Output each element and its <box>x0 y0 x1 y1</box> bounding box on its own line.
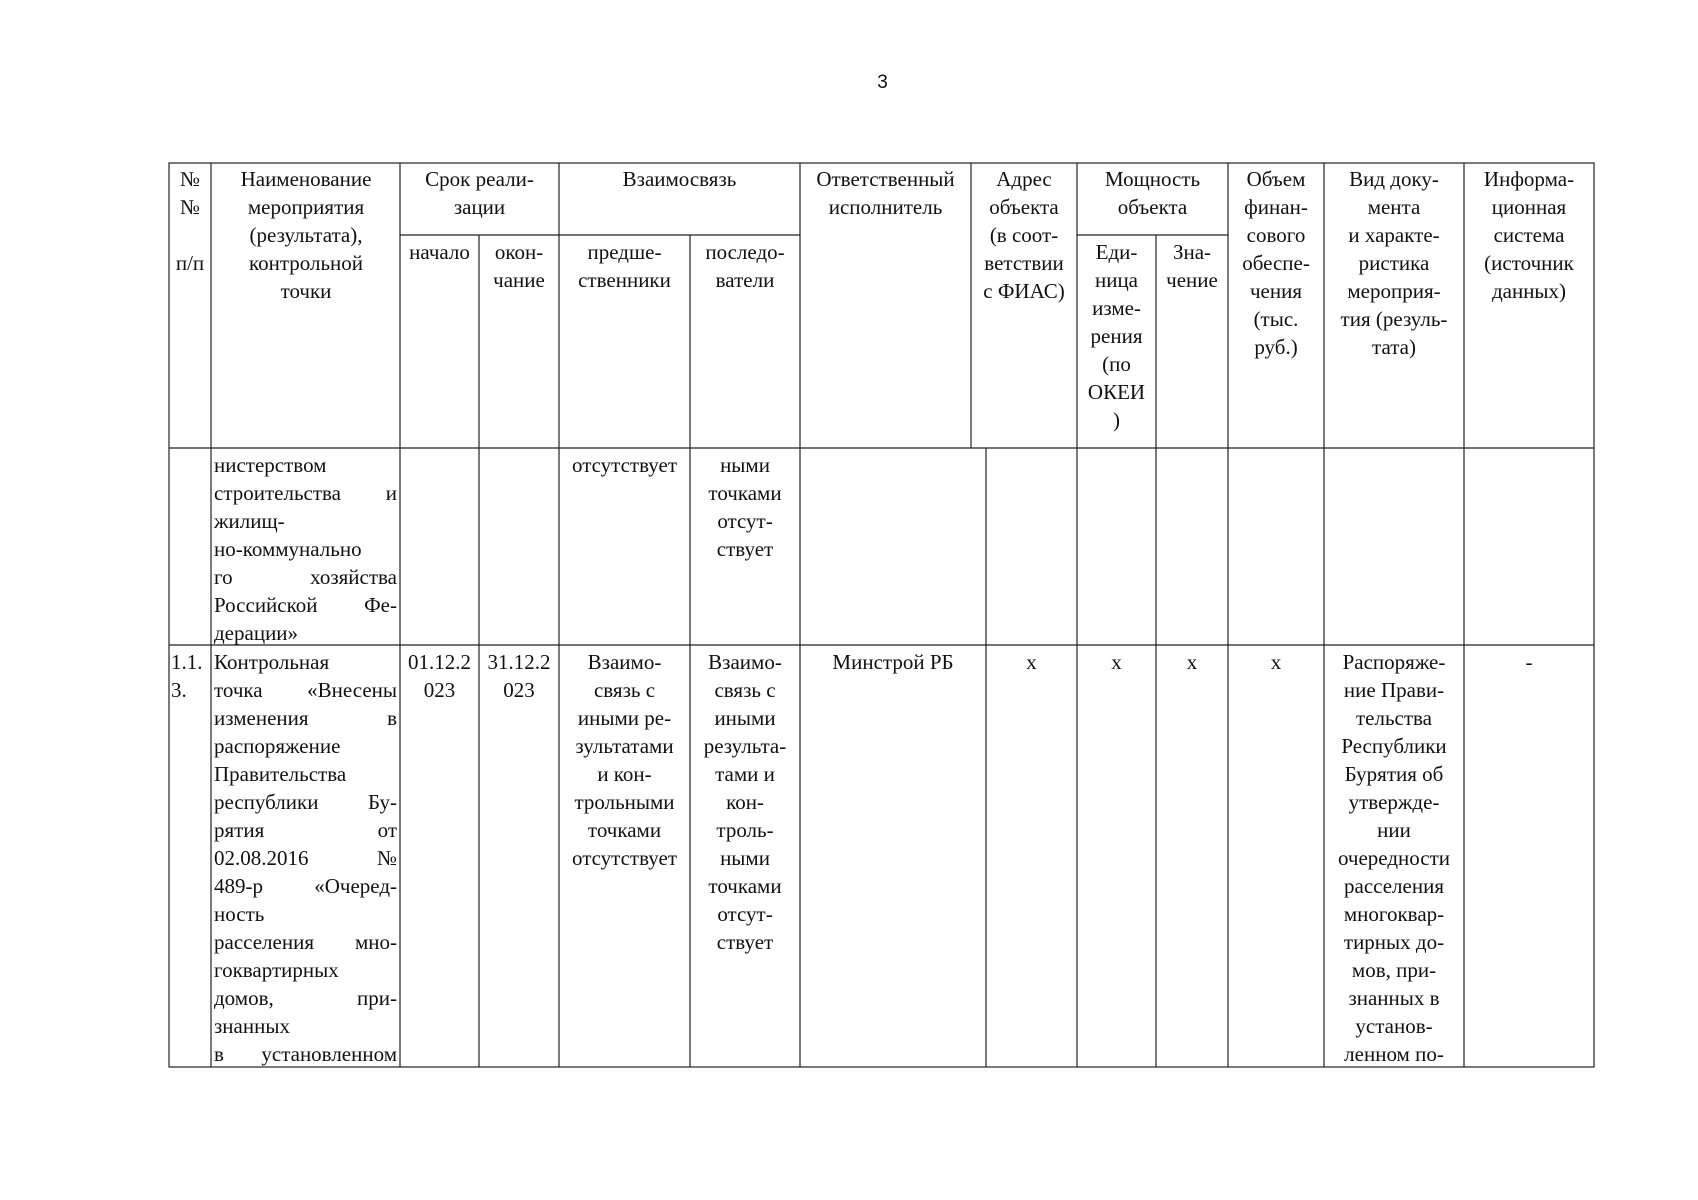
page-number: 3 <box>877 72 888 93</box>
row2-finance: х <box>1270 650 1282 674</box>
header-link: Взаимосвязь <box>622 167 737 191</box>
header-responsible: Ответственный исполнитель <box>816 167 955 219</box>
header-finance: Объем финан- сового обеспе- чения (тыс. руб.) <box>1242 167 1310 359</box>
header-capacity-value: Зна- чение <box>1166 240 1218 292</box>
row1-name: нистерством строительства и жилищ- но-коммунально го хозяйства Российской Фе- дерации» <box>214 453 397 645</box>
row2-doc-type: Распоряже- ние Прави- тельства Республики Бурятия об утвержде- нии очередности расселения многоквар- тирных до- мов, при- знанных в установ- ленном по- <box>1337 650 1451 1066</box>
row2-prev: Взаимо- связь с иными ре- зультатами и кон- трольными точками отсутствует <box>571 650 678 870</box>
header-address: Адрес объекта (в соот- ветствии с ФИАС) <box>983 167 1065 303</box>
row2-info-system: - <box>1525 650 1533 674</box>
row2-end: 31.12.2 023 <box>487 650 551 702</box>
header-doc-type: Вид доку- мента и характе- ристика мероприя- тия (резуль- тата) <box>1340 167 1448 359</box>
header-number: № № п/п <box>175 167 205 275</box>
header-term-end: окон- чание <box>493 240 545 292</box>
row2-value: х <box>1186 650 1198 674</box>
row2-name: Контрольная точка «Внесены изменения в распоряжение Правительства республики Бу- рятия от 02.08.2016 № 489-р «Очеред- ность расселения мно- гоквартирных домов, при- знанных в установленном <box>214 650 397 1066</box>
header-capacity: Мощность объекта <box>1104 167 1201 219</box>
header-term-start: начало <box>409 240 470 264</box>
row2-start: 01.12.2 023 <box>408 650 471 702</box>
header-link-prev: предше- ственники <box>578 240 671 292</box>
row1-prev: отсутствует <box>571 453 678 477</box>
row2-unit: х <box>1111 650 1122 674</box>
row2-address: х <box>1026 650 1037 674</box>
row1-next: ными точками отсут- ствует <box>708 453 782 561</box>
header-link-next: последо- ватели <box>705 240 785 292</box>
row2-responsible: Минстрой РБ <box>832 650 954 674</box>
row2-number: 1.1. 3. <box>171 650 203 702</box>
header-name: Наименование мероприятия (результата), контрольной точки <box>240 167 372 303</box>
header-term: Срок реали- зации <box>425 167 534 219</box>
header-capacity-unit: Еди- ница изме- рения (по ОКЕИ ) <box>1087 240 1146 432</box>
header-info-system: Информа- ционная система (источник данных) <box>1483 167 1575 303</box>
row2-next: Взаимо- связь с иными результа- тами и кон- троль- ными точками отсут- ствует <box>703 650 787 954</box>
